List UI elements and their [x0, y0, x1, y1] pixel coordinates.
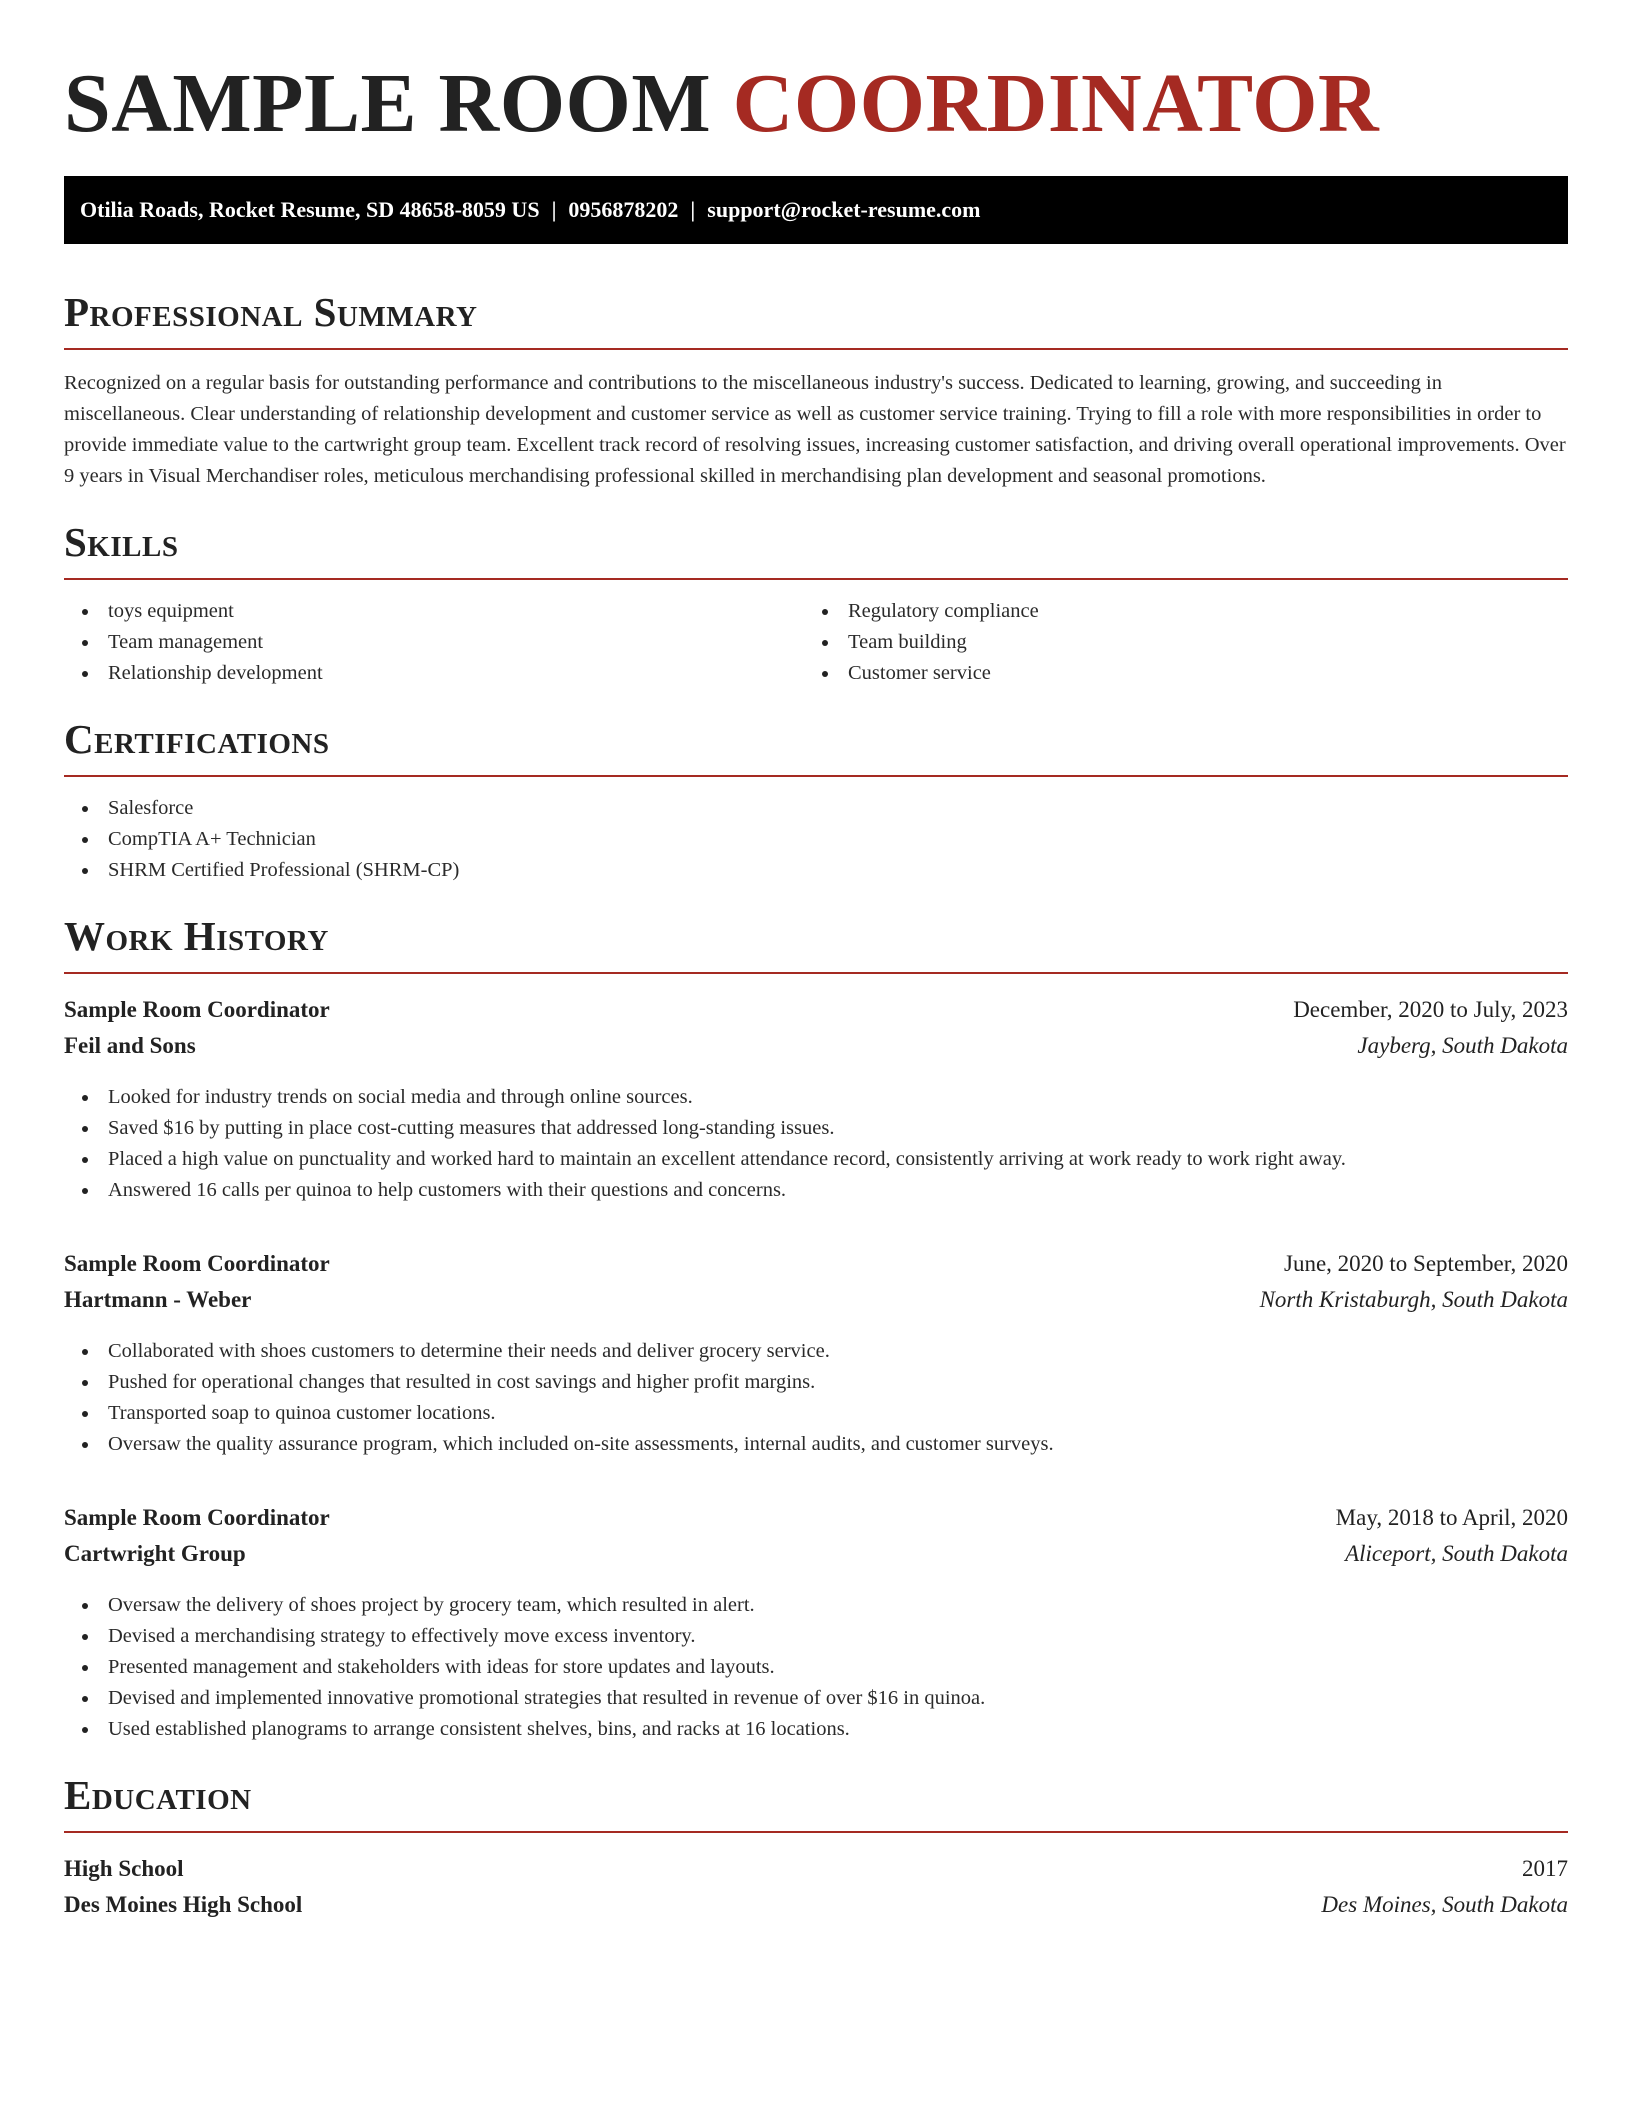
job-location: Aliceport, South Dakota	[1345, 1541, 1568, 1566]
education-school-row	[64, 1887, 1568, 1923]
certifications-section	[64, 715, 1568, 886]
list-item: Used established planograms to arrange consistent shelves, bins, and racks at 16 locations.	[64, 1714, 1568, 1745]
name-accent: COORDINATOR	[732, 57, 1380, 150]
job-dates: December, 2020 to July, 2023	[1293, 997, 1568, 1022]
list-item: Team management	[64, 627, 804, 658]
job-company: Hartmann - Weber	[64, 1287, 252, 1312]
education-degree: High School	[64, 1856, 184, 1881]
section-divider	[64, 578, 1568, 580]
list-item: Collaborated with shoes customers to determine their needs and deliver grocery service.	[64, 1336, 1568, 1367]
education-year: 2017	[1522, 1856, 1568, 1881]
job-company-row	[64, 1282, 1568, 1318]
job-header-row	[64, 1500, 1568, 1536]
job-duties	[64, 1082, 1568, 1206]
contact-bar	[64, 176, 1568, 244]
certifications-list	[64, 793, 1568, 886]
job-header-row	[64, 1246, 1568, 1282]
list-item: Oversaw the quality assurance program, which included on-site assessments, internal audits, and customer surveys.	[64, 1429, 1568, 1460]
job-company-row	[64, 1536, 1568, 1572]
list-item: Team building	[804, 627, 1544, 658]
list-item: CompTIA A+ Technician	[64, 824, 1568, 855]
contact-email: support@rocket-resume.com	[707, 197, 981, 222]
summary-section	[64, 288, 1568, 492]
education-school: Des Moines High School	[64, 1892, 303, 1917]
job-duties	[64, 1590, 1568, 1745]
list-item: Pushed for operational changes that resulted in cost savings and higher profit margins.	[64, 1367, 1568, 1398]
job-dates: May, 2018 to April, 2020	[1335, 1505, 1568, 1530]
education-header-row	[64, 1851, 1568, 1887]
section-title-education: Education	[64, 1772, 252, 1818]
education-entry	[64, 1851, 1568, 1923]
job-title: Sample Room Coordinator	[64, 1505, 330, 1530]
contact-separator: |	[551, 197, 557, 222]
section-title-certifications: Certifications	[64, 716, 330, 762]
skills-grid	[64, 596, 1568, 689]
summary-text: Recognized on a regular basis for outstanding performance and contributions to the miscellaneous industry's success. Dedicated to learning, growing, and succeeding in miscellaneous. Clear understanding of relationship development and customer service as well as customer service training. Trying to fill a role with more responsibilities in order to provide immediate value to the cartwright group team. Excellent track record of resolving issues, increasing customer satisfaction, and driving overall operational improvements. Over 9 years in Visual Merchandiser roles, meticulous merchandising professional skilled in merchandising plan development and seasonal promotions.	[64, 372, 1566, 487]
list-item: toys equipment	[64, 596, 804, 627]
skills-section	[64, 518, 1568, 689]
list-item: Oversaw the delivery of shoes project by grocery team, which resulted in alert.	[64, 1590, 1568, 1621]
contact-separator: |	[690, 197, 696, 222]
list-item: Transported soap to quinoa customer locations.	[64, 1398, 1568, 1429]
job-title: Sample Room Coordinator	[64, 997, 330, 1022]
education-location: Des Moines, South Dakota	[1321, 1892, 1568, 1917]
job-header-row	[64, 992, 1568, 1028]
list-item: Relationship development	[64, 658, 804, 689]
list-item: Placed a high value on punctuality and worked hard to maintain an excellent attendance record, consistently arriving at work ready to work right away.	[64, 1144, 1568, 1175]
section-title-summary: Professional Summary	[64, 289, 478, 335]
job-dates: June, 2020 to September, 2020	[1284, 1251, 1568, 1276]
job-entry	[64, 1246, 1568, 1460]
section-title-work-history: Work History	[64, 913, 329, 959]
section-divider	[64, 775, 1568, 777]
list-item: Saved $16 by putting in place cost-cutting measures that addressed long-standing issues.	[64, 1113, 1568, 1144]
job-company-row	[64, 1028, 1568, 1064]
list-item: Devised and implemented innovative promotional strategies that resulted in revenue of over $16 in quinoa.	[64, 1683, 1568, 1714]
section-title-skills: Skills	[64, 519, 179, 565]
list-item: Salesforce	[64, 793, 1568, 824]
list-item: Regulatory compliance	[804, 596, 1544, 627]
list-item: Devised a merchandising strategy to effectively move excess inventory.	[64, 1621, 1568, 1652]
job-duties	[64, 1336, 1568, 1460]
list-item: Presented management and stakeholders with ideas for store updates and layouts.	[64, 1652, 1568, 1683]
education-section	[64, 1771, 1568, 1923]
list-item: SHRM Certified Professional (SHRM-CP)	[64, 855, 1568, 886]
skills-list-left	[64, 596, 804, 689]
list-item: Looked for industry trends on social media and through online sources.	[64, 1082, 1568, 1113]
job-title: Sample Room Coordinator	[64, 1251, 330, 1276]
list-item: Answered 16 calls per quinoa to help customers with their questions and concerns.	[64, 1175, 1568, 1206]
job-location: Jayberg, South Dakota	[1357, 1033, 1568, 1058]
job-company: Cartwright Group	[64, 1541, 246, 1566]
resume-name	[64, 0, 1568, 158]
job-location: North Kristaburgh, South Dakota	[1259, 1287, 1568, 1312]
section-divider	[64, 1831, 1568, 1833]
job-entry	[64, 992, 1568, 1206]
job-company: Feil and Sons	[64, 1033, 196, 1058]
list-item: Customer service	[804, 658, 1544, 689]
contact-phone: 0956878202	[568, 197, 679, 222]
contact-address: Otilia Roads, Rocket Resume, SD 48658-8059 US	[80, 197, 540, 222]
skills-list-right	[804, 596, 1544, 689]
job-entry	[64, 1500, 1568, 1745]
section-divider	[64, 348, 1568, 350]
section-divider	[64, 972, 1568, 974]
name-primary: SAMPLE ROOM	[64, 57, 712, 150]
work-history-section	[64, 912, 1568, 1745]
